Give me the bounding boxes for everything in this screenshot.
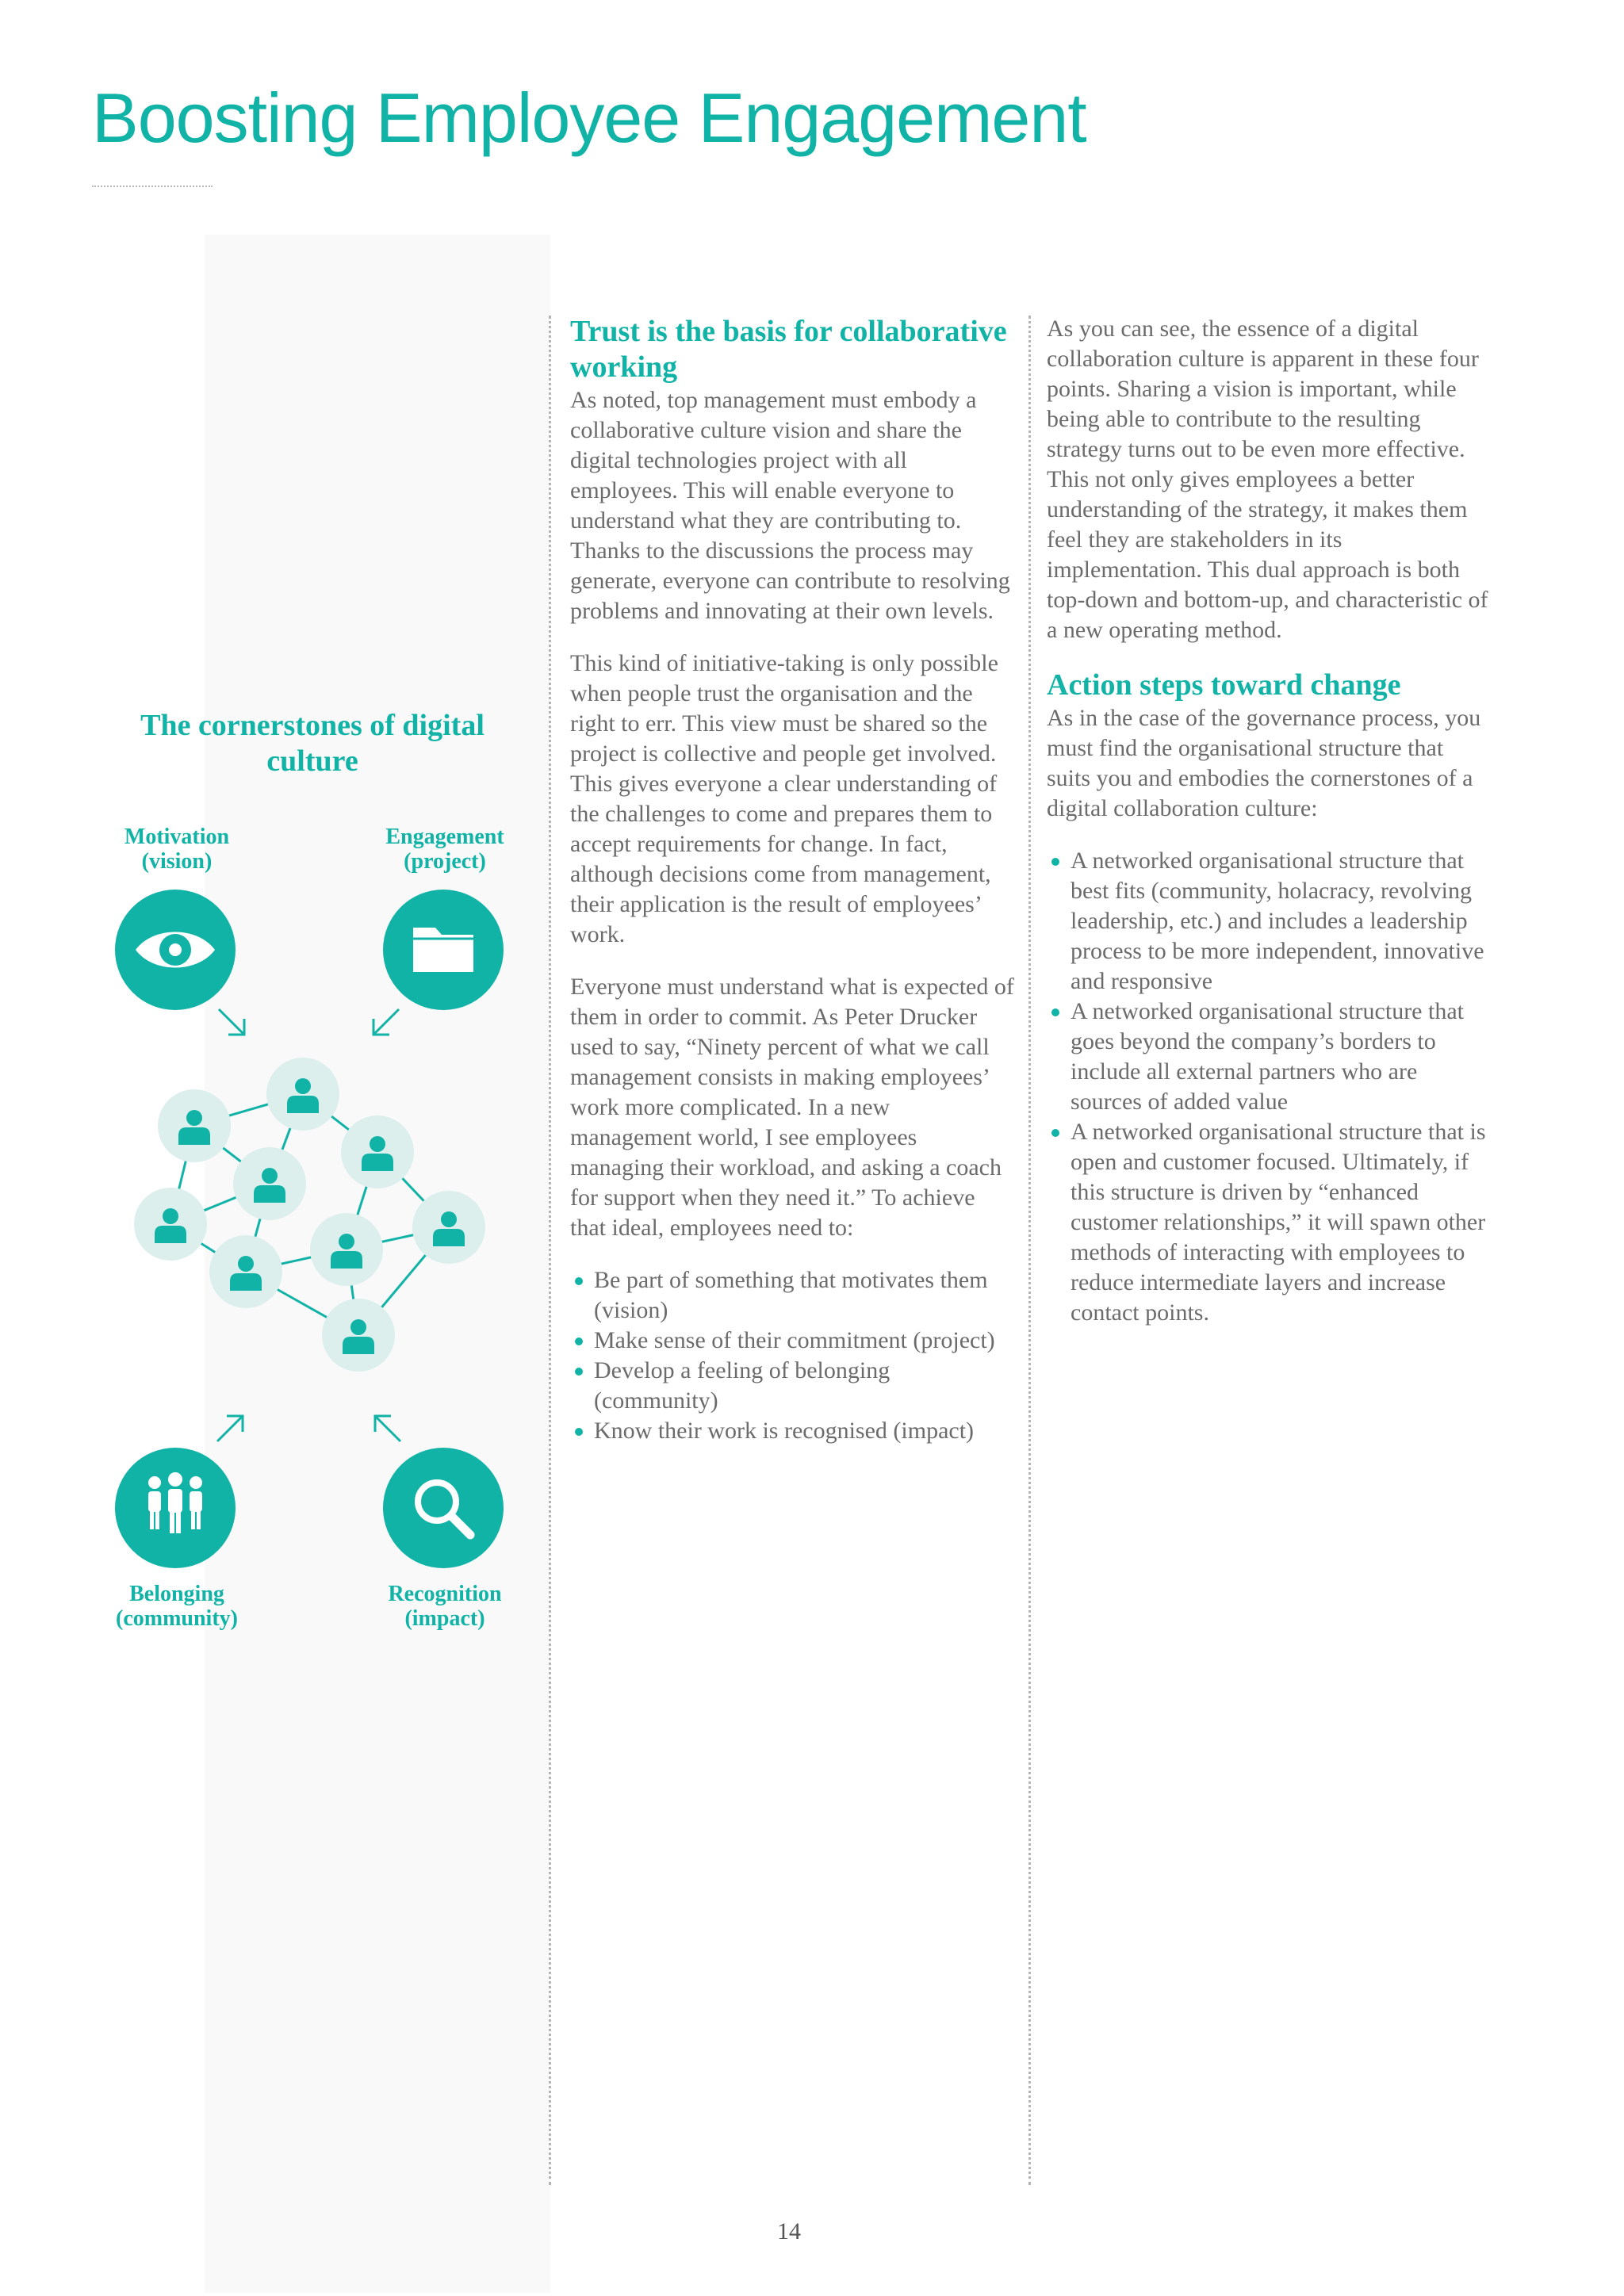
- recognition-label-line2: (impact): [404, 1606, 485, 1631]
- middle-column: [570, 314, 1014, 1446]
- structure-list: [1047, 846, 1491, 1328]
- structure-list-item: A networked organisational structure that best fits (community, holacracy, revolving leadership, etc.) and includes a leadership process to be more independent, innovative and responsive: [1047, 846, 1491, 997]
- belonging-circle: [115, 1448, 236, 1568]
- person-node: [322, 1299, 395, 1372]
- recognition-label: [342, 1582, 548, 1631]
- needs-list-item: Develop a feeling of belonging (community): [570, 1356, 1014, 1416]
- column-divider-right: [1028, 316, 1031, 2185]
- motivation-label-line1: Motivation: [124, 825, 230, 849]
- person-node: [134, 1188, 207, 1261]
- engagement-circle: [383, 890, 504, 1010]
- right-column: [1047, 314, 1491, 1328]
- trust-paragraph-1: As noted, top management must embody a collaborative culture vision and share the digital technologies project with all employees. This will enable everyone to understand what they are contributing to. Thanks to the discussions the process may generate, everyone can contribute to resolving problems and innovating at their own levels.: [570, 387, 1010, 624]
- action-steps-paragraph: As in the case of the governance process, you must find the organisational structure that suits you and embodies the cornerstones of a digital collaboration culture:: [1047, 705, 1481, 821]
- trust-paragraph-3: Everyone must understand what is expected of them in order to commit. As Peter Drucker used to say, “Ninety percent of what we call management consists in making employees’ work more complicated. In a new management world, I see employees managing their workload, and asking a coach for support when they need it.” To achieve that ideal, employees need to:: [570, 974, 1014, 1241]
- essence-paragraph: As you can see, the essence of a digital collaboration culture is apparent in these four points. Sharing a vision is important, while being able to contribute to the resulting strategy turns out to be even more effective. This not only gives employees a better understanding of the strategy, it makes them feel they are stakeholders in its implementation. This dual approach is both top-down and bottom-up, and characteristic of a new operating method.: [1047, 316, 1488, 643]
- person-node: [233, 1147, 306, 1220]
- person-node: [341, 1115, 414, 1188]
- structure-list-item: A networked organisational structure that is open and customer focused. Ultimately, if this structure is driven by “enhanced customer relationships,” it will spawn other methods of interacting with employees to reduce intermediate layers and increase contact points.: [1047, 1117, 1491, 1328]
- trust-heading: Trust is the basis for collaborative working: [570, 315, 1007, 384]
- needs-list-item: Be part of something that motivates them (vision): [570, 1265, 1014, 1326]
- person-node: [266, 1058, 339, 1131]
- belonging-label-line2: (community): [116, 1606, 238, 1631]
- action-steps-heading: Action steps toward change: [1047, 668, 1401, 702]
- diagram-title: The cornerstones of digital culture: [140, 709, 485, 778]
- trust-paragraph-2: This kind of initiative-taking is only possible when people trust the organisation and the right to err. This view must be shared so the project is collective and people get involved. This gives everyone a clear understanding of the challenges to come and prepares them to accept requirements for change. In fact, although decisions come from management, their application is the result of employees’ work.: [570, 650, 998, 947]
- motivation-circle: [115, 890, 236, 1010]
- recognition-label-line1: Recognition: [388, 1582, 502, 1606]
- recognition-circle: [383, 1448, 504, 1568]
- motivation-label: [74, 825, 280, 874]
- engagement-label: [342, 825, 548, 874]
- engagement-label-line2: (project): [404, 849, 486, 874]
- column-divider-left: [549, 316, 551, 2185]
- arrow-down-right-icon: [213, 1003, 252, 1043]
- folder-icon: [383, 890, 504, 1010]
- eye-icon: [115, 890, 236, 1010]
- arrow-up-right-icon: [211, 1408, 251, 1448]
- page-number: 14: [777, 2218, 801, 2244]
- engagement-label-line1: Engagement: [385, 825, 504, 849]
- needs-list-item: Know their work is recognised (impact): [570, 1416, 1014, 1446]
- needs-list-item: Make sense of their commitment (project): [570, 1326, 1014, 1356]
- people-group-icon: [115, 1448, 236, 1568]
- structure-list-item: A networked organisational structure that goes beyond the company’s borders to include all external partners who are sources of added value: [1047, 997, 1491, 1117]
- arrow-up-left-icon: [367, 1408, 407, 1448]
- title-divider: [92, 186, 213, 187]
- belonging-label: [74, 1582, 280, 1631]
- person-node: [209, 1235, 282, 1308]
- belonging-label-line1: Belonging: [129, 1582, 224, 1606]
- magnifier-icon: [383, 1448, 504, 1568]
- needs-list: [570, 1265, 1014, 1446]
- person-node: [158, 1089, 231, 1162]
- people-network-illustration: [127, 1047, 500, 1395]
- arrow-down-left-icon: [366, 1003, 405, 1043]
- person-node: [310, 1213, 383, 1286]
- person-node: [412, 1191, 485, 1264]
- page-title: Boosting Employee Engagement: [92, 78, 1086, 157]
- motivation-label-line2: (vision): [141, 849, 213, 874]
